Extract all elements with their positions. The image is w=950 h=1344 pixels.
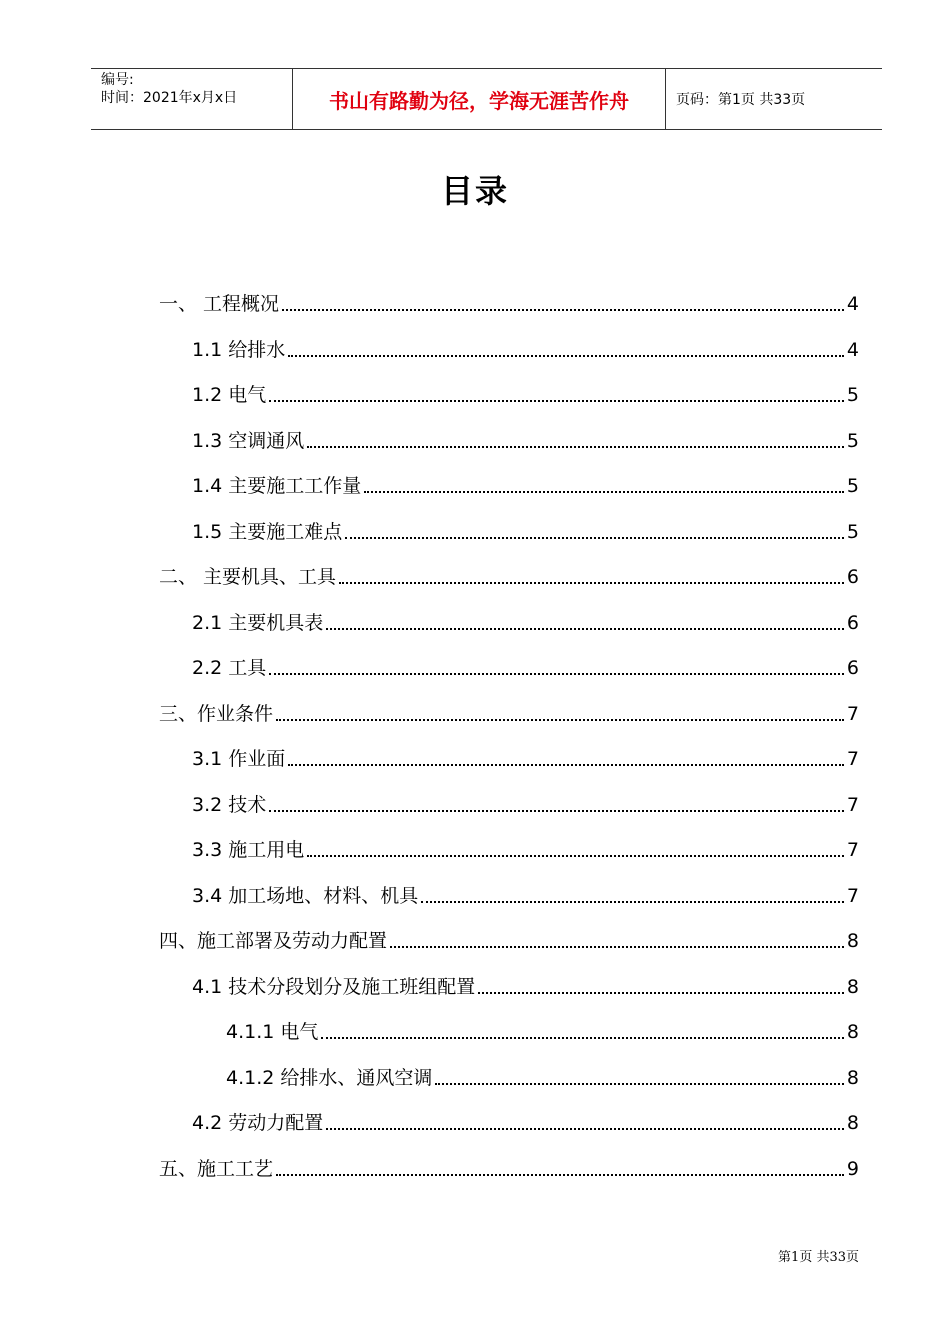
toc-entry[interactable] (192, 373, 859, 407)
toc-entry-label: 3.3 施工用电 (192, 839, 305, 861)
toc-entry-page: 7 (846, 702, 859, 725)
toc-dot-leader (269, 400, 844, 402)
page-title: 目录 (440, 172, 509, 210)
toc-entry-label: 1.4 主要施工工作量 (192, 475, 362, 497)
toc-entry-label: 4.1.2 给排水、通风空调 (226, 1066, 433, 1089)
page-header (91, 68, 882, 130)
toc-entry[interactable] (226, 1056, 859, 1090)
toc-entry[interactable] (159, 919, 859, 953)
toc-entry-page: 8 (846, 1021, 859, 1043)
toc-dot-leader (435, 1083, 844, 1085)
toc-entry-page: 5 (846, 520, 859, 543)
toc-entry-page: 8 (846, 975, 859, 998)
toc-entry-page: 9 (846, 1157, 859, 1180)
toc-dot-leader (364, 491, 844, 493)
toc-entry-label: 3.2 技术 (192, 793, 267, 816)
doc-number-label: 编号: (101, 72, 134, 88)
toc-entry-page: 7 (846, 884, 859, 907)
toc-dot-leader (307, 446, 844, 448)
toc-entry-page: 6 (846, 566, 859, 588)
toc-entry[interactable] (192, 783, 859, 817)
toc-entry-label: 4.1 技术分段划分及施工班组配置 (192, 975, 476, 998)
page-footer: 第1页 共33页 (778, 1250, 859, 1265)
header-page-code: 页码：第1页 共33页 (676, 92, 806, 108)
toc-dot-leader (269, 673, 844, 675)
toc-entry-label: 1.1 给排水 (192, 338, 286, 361)
toc-entry[interactable] (226, 1010, 859, 1044)
toc-entry[interactable] (159, 555, 859, 589)
toc-entry[interactable] (159, 282, 859, 316)
header-motto: 书山有路勤为径，学海无涯苦作舟 (293, 69, 666, 129)
toc-entry-label: 2.1 主要机具表 (192, 611, 324, 634)
toc-dot-leader (390, 946, 844, 948)
toc-entry-page: 5 (846, 384, 859, 406)
toc-entry[interactable] (159, 692, 859, 726)
toc-entry-label: 四、施工部署及劳动力配置 (159, 930, 388, 952)
toc-entry[interactable] (192, 737, 859, 771)
toc-entry-label: 1.2 电气 (192, 384, 267, 406)
toc-dot-leader (421, 901, 844, 903)
toc-dot-leader (345, 537, 844, 539)
toc-entry-page: 5 (846, 475, 859, 497)
toc-entry-label: 3.1 作业面 (192, 748, 286, 770)
toc-entry-label: 1.3 空调通风 (192, 429, 305, 452)
toc-entry-label: 4.2 劳动力配置 (192, 1112, 324, 1134)
toc-entry-label: 一、 工程概况 (159, 293, 280, 315)
toc-dot-leader (321, 1037, 844, 1039)
toc-dot-leader (288, 355, 844, 357)
toc-entry-label: 三、作业条件 (159, 702, 274, 725)
toc-entry[interactable] (192, 965, 859, 999)
toc-entry-page: 4 (846, 293, 859, 315)
toc-entry-page: 8 (846, 930, 859, 952)
toc-entry-label: 五、施工工艺 (159, 1157, 274, 1180)
toc-dot-leader (326, 1128, 844, 1130)
time-label: 时间：2021年x月x日 (101, 90, 238, 106)
toc-dot-leader (326, 628, 844, 630)
toc-entry-page: 5 (846, 429, 859, 452)
toc-entry-label: 2.2 工具 (192, 657, 267, 679)
toc-entry[interactable] (192, 1101, 859, 1135)
toc-entry[interactable] (192, 328, 859, 362)
toc-entry-page: 6 (846, 657, 859, 679)
toc-entry[interactable] (192, 874, 859, 908)
toc-dot-leader (282, 309, 844, 311)
toc-entry-label: 二、 主要机具、工具 (159, 566, 337, 588)
toc-entry[interactable] (192, 828, 859, 862)
toc-dot-leader (478, 992, 844, 994)
toc-entry-label: 4.1.1 电气 (226, 1021, 319, 1043)
toc-entry[interactable] (159, 1147, 859, 1181)
toc-dot-leader (276, 719, 844, 721)
toc-dot-leader (276, 1174, 844, 1176)
toc-entry-label: 3.4 加工场地、材料、机具 (192, 884, 419, 907)
header-meta (91, 69, 293, 129)
toc-entry[interactable] (192, 419, 859, 453)
toc-entry-page: 7 (846, 793, 859, 816)
toc-dot-leader (288, 764, 844, 766)
toc-entry[interactable] (192, 646, 859, 680)
toc-dot-leader (307, 855, 844, 857)
toc-entry-page: 7 (846, 839, 859, 861)
toc-entry-page: 4 (846, 338, 859, 361)
toc-entry-page: 6 (846, 611, 859, 634)
toc-entry[interactable] (192, 510, 859, 544)
toc-entry-page: 8 (846, 1112, 859, 1134)
toc-dot-leader (339, 582, 844, 584)
toc-entry[interactable] (192, 464, 859, 498)
toc-dot-leader (269, 810, 844, 812)
toc-entry-page: 7 (846, 748, 859, 770)
toc-entry-label: 1.5 主要施工难点 (192, 520, 343, 543)
toc-entry-page: 8 (846, 1066, 859, 1089)
toc-entry[interactable] (192, 601, 859, 635)
